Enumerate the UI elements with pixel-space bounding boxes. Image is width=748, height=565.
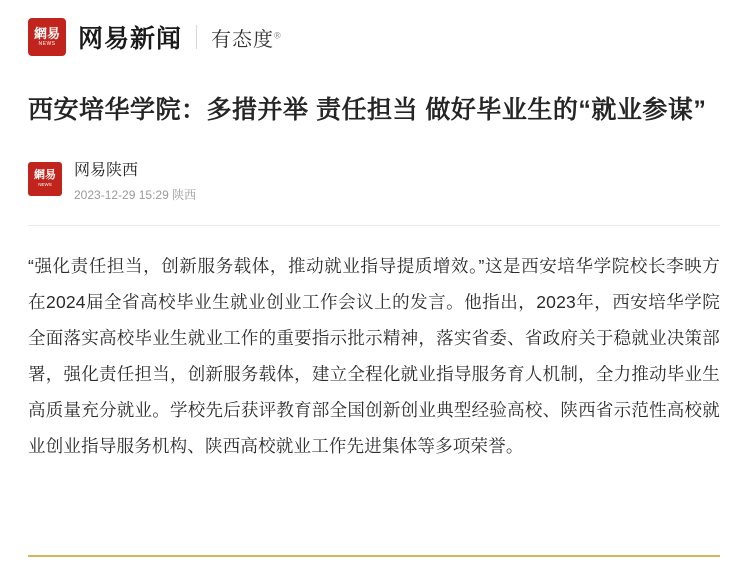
source-avatar-cn: 網易 <box>34 169 56 182</box>
source-avatar-en: NEWS <box>38 182 52 188</box>
brand-header <box>0 0 748 56</box>
registered-mark-icon: ® <box>274 29 282 40</box>
netease-logo-cn: 網易 <box>33 26 60 41</box>
brand-divider <box>196 25 197 49</box>
source-timestamp: 2023-12-29 15:29 陕西 <box>74 188 197 202</box>
article-paragraph: “强化责任担当，创新服务载体，推动就业指导提质增效。”这是西安培华学院校长李映方在2024届全省高校毕业生就业创业工作会议上的发言。他指出，2023年，西安培华学院全面落实高校毕业生就业工作的重要指示批示精神，落实省委、省政府关于稳就业决策部署，强化责任担当，创新服务载体，建立全程化就业指导服务育人机制，全力推动毕业生高质量充分就业。学校先后获评教育部全国创新创业典型经验高校、陕西省示范性高校就业创业指导服务机构、陕西高校就业工作先进集体等多项荣誉。 <box>28 256 720 456</box>
brand-slogan-text: 有态度 <box>211 28 275 51</box>
source-name[interactable]: 网易陕西 <box>74 162 139 179</box>
netease-logo-en: NEWS <box>38 41 56 47</box>
brand-name[interactable]: 网易新闻 <box>78 25 183 53</box>
article-source <box>28 160 720 203</box>
netease-logo-icon[interactable] <box>28 18 66 56</box>
source-avatar[interactable] <box>28 162 62 196</box>
header-divider <box>28 225 720 226</box>
page-title: 西安培华学院：多措并举 责任担当 做好毕业生的“就业参谋” <box>28 96 707 124</box>
bottom-gold-rule <box>28 555 720 557</box>
article-body <box>28 248 720 464</box>
source-meta <box>74 160 196 203</box>
brand-slogan <box>211 23 282 52</box>
